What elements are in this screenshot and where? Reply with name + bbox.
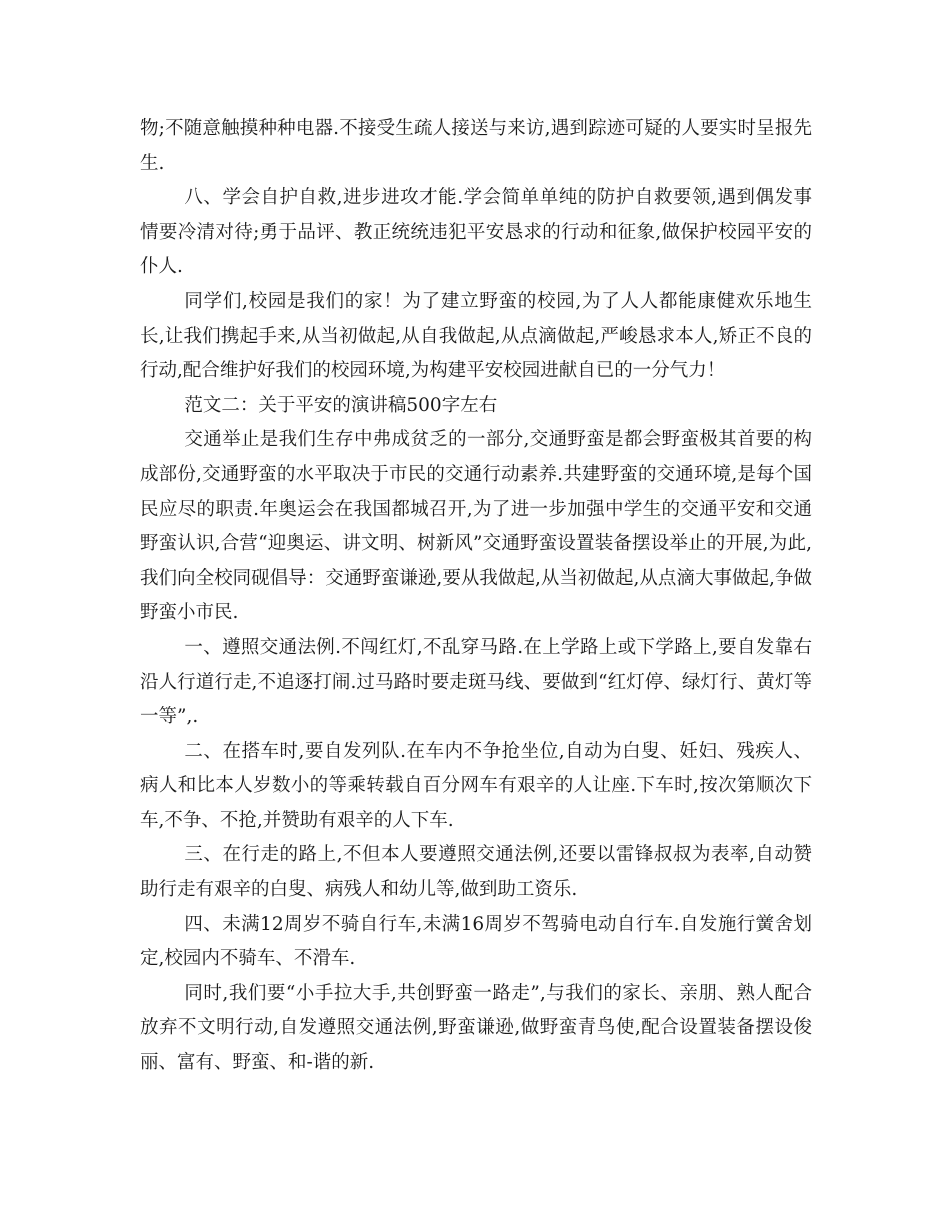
paragraph-item-one: 一、遵照交通法例.不闯红灯,不乱穿马路.在上学路上或下学路上,要自发靠右沿人行道行走,不追逐打闹.过马路时要走斑马线、要做到“红灯停、绿灯行、黄灯等一等”,. [140,636,812,728]
paragraph-item-eight: 八、学会自护自救,进步进攻才能.学会简单单纯的防护自救要领,遇到偶发事情要冷清对待;勇于品评、教正统统违犯平安恳求的行动和征象,做保护校园平安的仆人. [140,187,812,278]
document-body [140,112,812,1081]
paragraph-safety-continued: 物;不随意触摸种种电器.不接受生疏人接送与来访,遇到踪迹可疑的人要实时呈报先生. [140,118,812,174]
paragraph-final-call: 同时,我们要“小手拉大手,共创野蛮一路走”,与我们的家长、亲朋、熟人配合放弃不文明行动,自发遵照交通法例,野蛮谦逊,做野蛮青鸟使,配合设置装备摆设俊丽、富有、野蛮、和-谐的新. [140,982,812,1074]
section-heading-sample-two: 范文二：关于平安的演讲稿500字左右 [184,394,498,416]
paragraph-item-three: 三、在行走的路上,不但本人要遵照交通法例,还要以雷锋叔叔为表率,自动赞助行走有艰辛的白叟、病残人和幼儿等,做到助工资乐. [140,844,812,901]
paragraph-closing-appeal: 同学们,校园是我们的家！为了建立野蛮的校园,为了人人都能康健欢乐地生长,让我们携起手来,从当初做起,从自我做起,从点滴做起,严峻恳求本人,矫正不良的行动,配合维护好我们的校园环境,为构建平安校园进献自已的一分气力！ [140,290,812,382]
paragraph-traffic-intro: 交通举止是我们生存中弗成贫乏的一部分,交通野蛮是都会野蛮极其首要的构成部份,交通野蛮的水平取决于市民的交通行动素养.共建野蛮的交通环境,是每个国民应尽的职责.年奥运会在我国都城召开,为了进一步加强中学生的交通平安和交通野蛮认识,合营“迎奥运、讲文明、树新风”交通野蛮设置装备摆设举止的开展,为此,我们向全校同砚倡导：交通野蛮谦逊,要从我做起,从当初做起,从点滴大事做起,争做野蛮小市民. [140,429,812,624]
paragraph-item-two: 二、在搭车时,要自发列队.在车内不争抢坐位,自动为白叟、妊妇、残疾人、病人和比本人岁数小的等乘转载自百分网车有艰辛的人让座.下车时,按次第顺次下车,不争、不抢,并赞助有艰辛的人下车. [140,740,812,831]
paragraph-item-four: 四、未满12周岁不骑自行车,未满16周岁不驾骑电动自行车.自发施行黉舍划定,校园内不骑车、不滑车. [140,913,812,970]
